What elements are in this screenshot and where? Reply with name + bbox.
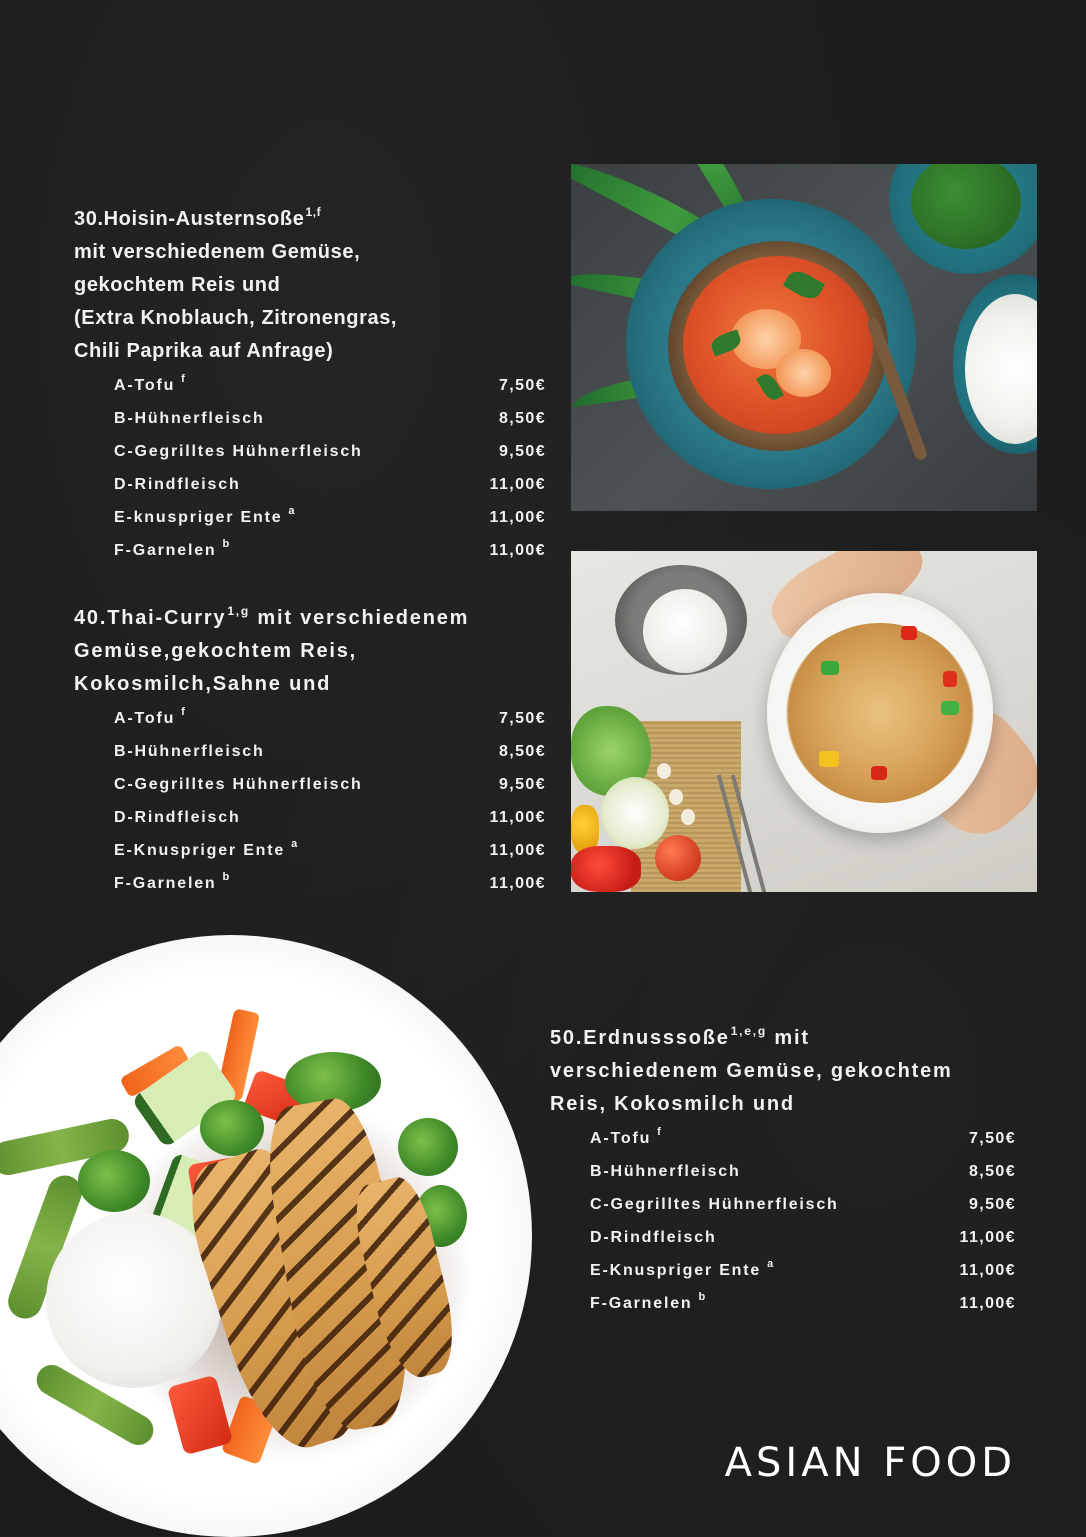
item-price: 8,50€ bbox=[498, 410, 546, 427]
heading-line bbox=[74, 203, 546, 236]
item-price: 11,00€ bbox=[959, 1295, 1016, 1312]
item-name bbox=[590, 1188, 839, 1221]
heading-line-text: mit verschiedenem bbox=[250, 607, 470, 629]
heading-line bbox=[550, 1055, 1016, 1088]
menu-item bbox=[550, 1122, 1016, 1155]
item-name bbox=[114, 867, 231, 900]
section-heading bbox=[74, 203, 546, 368]
red-pepper bbox=[871, 766, 887, 780]
heading-line-text: 30.Hoisin-Austernsoße bbox=[74, 208, 305, 230]
item-price: 8,50€ bbox=[968, 1163, 1016, 1180]
item-name-text: A-Tofu bbox=[114, 377, 176, 394]
item-name bbox=[590, 1155, 741, 1188]
red-curry-photo bbox=[571, 164, 1037, 511]
heading-line-text: mit verschiedenem Gemüse, bbox=[74, 241, 361, 263]
heading-line-text: verschiedenem Gemüse, gekochtem bbox=[550, 1060, 953, 1082]
green-pepper bbox=[821, 661, 839, 675]
heading-line-text: (Extra Knoblauch, Zitronengras, bbox=[74, 307, 398, 329]
heading-line-text: gekochtem Reis und bbox=[74, 274, 281, 296]
item-price: 11,00€ bbox=[489, 809, 546, 826]
item-name-text: C-Gegrilltes Hühnerfleisch bbox=[114, 776, 363, 793]
item-name-text: D-Rindfleisch bbox=[114, 809, 241, 826]
red-pepper bbox=[943, 671, 957, 687]
item-name-text: F-Garnelen bbox=[114, 875, 217, 892]
heading-line bbox=[550, 1088, 1016, 1121]
item-name-text: C-Gegrilltes Hühnerfleisch bbox=[114, 443, 363, 460]
item-name-text: B-Hühnerfleisch bbox=[114, 743, 265, 760]
item-name-text: B-Hühnerfleisch bbox=[590, 1163, 741, 1180]
item-name bbox=[590, 1221, 717, 1254]
garlic-clove bbox=[657, 763, 671, 779]
heading-line-text: 40.Thai-Curry bbox=[74, 607, 227, 629]
item-name-text: C-Gegrilltes Hühnerfleisch bbox=[590, 1196, 839, 1213]
shrimp bbox=[776, 349, 831, 397]
garlic-clove bbox=[681, 809, 695, 825]
item-price: 7,50€ bbox=[968, 1130, 1016, 1147]
item-price: 11,00€ bbox=[959, 1262, 1016, 1279]
item-price: 11,00€ bbox=[489, 542, 546, 559]
item-name-text: E-knuspriger Ente bbox=[114, 509, 283, 526]
item-name bbox=[114, 534, 231, 567]
heading-line-text: Chili Paprika auf Anfrage) bbox=[74, 340, 334, 362]
heading-line bbox=[74, 302, 546, 335]
green-pepper bbox=[941, 701, 959, 715]
item-name bbox=[114, 435, 363, 468]
red-bell-pepper bbox=[571, 846, 641, 892]
item-name bbox=[590, 1122, 663, 1155]
menu-item bbox=[74, 369, 546, 402]
heading-line-text: Reis, Kokosmilch und bbox=[550, 1093, 795, 1115]
menu-item bbox=[74, 867, 546, 900]
item-name bbox=[114, 501, 296, 534]
item-price: 9,50€ bbox=[498, 776, 546, 793]
allergen-sup: 1,e,g bbox=[730, 1024, 768, 1038]
item-name bbox=[114, 702, 187, 735]
allergen-sup: a bbox=[767, 1258, 775, 1270]
item-name-text: D-Rindfleisch bbox=[590, 1229, 717, 1246]
menu-item bbox=[74, 435, 546, 468]
heading-line bbox=[74, 335, 546, 368]
item-name bbox=[114, 402, 265, 435]
menu-item bbox=[74, 702, 546, 735]
menu-item bbox=[74, 834, 546, 867]
menu-item bbox=[74, 534, 546, 567]
onion bbox=[601, 777, 669, 849]
price-list bbox=[550, 1122, 1016, 1320]
heading-line bbox=[74, 668, 546, 701]
item-name bbox=[590, 1287, 707, 1320]
item-price: 8,50€ bbox=[498, 743, 546, 760]
chicken-stirfry-photo bbox=[571, 551, 1037, 892]
rice-mound bbox=[643, 589, 727, 673]
menu-item bbox=[550, 1287, 1016, 1320]
heading-line bbox=[550, 1022, 1016, 1055]
menu-item bbox=[550, 1188, 1016, 1221]
item-price: 9,50€ bbox=[968, 1196, 1016, 1213]
garlic-clove bbox=[669, 789, 683, 805]
brand-title: ASIAN FOOD bbox=[724, 1440, 1016, 1486]
menu-item bbox=[74, 468, 546, 501]
broccoli bbox=[78, 1150, 150, 1212]
section-heading bbox=[550, 1022, 1016, 1121]
item-name bbox=[114, 768, 363, 801]
broccoli bbox=[200, 1100, 264, 1156]
item-price: 7,50€ bbox=[498, 377, 546, 394]
heading-line bbox=[74, 602, 546, 635]
item-name bbox=[114, 801, 241, 834]
heading-line-text: mit bbox=[767, 1027, 810, 1049]
item-price: 11,00€ bbox=[959, 1229, 1016, 1246]
item-price: 9,50€ bbox=[498, 443, 546, 460]
heading-line bbox=[74, 269, 546, 302]
allergen-sup: 1,g bbox=[227, 604, 251, 618]
allergen-sup: b bbox=[698, 1291, 707, 1303]
item-price: 11,00€ bbox=[489, 875, 546, 892]
item-name bbox=[114, 735, 265, 768]
heading-line-text: Gemüse,gekochtem Reis, bbox=[74, 640, 358, 662]
item-price: 11,00€ bbox=[489, 509, 546, 526]
menu-section-40 bbox=[74, 602, 546, 900]
allergen-sup: 1,f bbox=[305, 205, 322, 219]
item-name bbox=[114, 834, 299, 867]
item-name-text: D-Rindfleisch bbox=[114, 476, 241, 493]
menu-item bbox=[550, 1155, 1016, 1188]
menu-item bbox=[550, 1254, 1016, 1287]
item-name-text: F-Garnelen bbox=[114, 542, 217, 559]
price-list bbox=[74, 702, 546, 900]
item-name-text: A-Tofu bbox=[590, 1130, 652, 1147]
item-price: 7,50€ bbox=[498, 710, 546, 727]
menu-section-30 bbox=[74, 203, 546, 567]
heading-line-text: 50.Erdnusssoße bbox=[550, 1027, 730, 1049]
menu-item bbox=[74, 801, 546, 834]
item-name bbox=[590, 1254, 775, 1287]
broccoli bbox=[398, 1118, 458, 1176]
yellow-pepper bbox=[819, 751, 839, 767]
allergen-sup: b bbox=[222, 538, 231, 550]
section-heading bbox=[74, 602, 546, 701]
menu-item bbox=[74, 768, 546, 801]
price-list bbox=[74, 369, 546, 567]
heading-line bbox=[74, 236, 546, 269]
allergen-sup: a bbox=[291, 838, 299, 850]
item-price: 11,00€ bbox=[489, 476, 546, 493]
item-price: 11,00€ bbox=[489, 842, 546, 859]
item-name bbox=[114, 468, 241, 501]
menu-item bbox=[74, 501, 546, 534]
item-name-text: B-Hühnerfleisch bbox=[114, 410, 265, 427]
menu-item bbox=[550, 1221, 1016, 1254]
item-name-text: F-Garnelen bbox=[590, 1295, 693, 1312]
menu-item bbox=[74, 402, 546, 435]
item-name bbox=[114, 369, 187, 402]
menu-section-50 bbox=[550, 1022, 1016, 1320]
item-name-text: A-Tofu bbox=[114, 710, 176, 727]
allergen-sup: f bbox=[181, 706, 187, 718]
allergen-sup: f bbox=[657, 1126, 663, 1138]
allergen-sup: a bbox=[288, 505, 297, 517]
allergen-sup: f bbox=[181, 373, 187, 385]
heading-line bbox=[74, 635, 546, 668]
tomato bbox=[655, 835, 701, 881]
allergen-sup: b bbox=[222, 871, 231, 883]
item-name-text: E-Knuspriger Ente bbox=[114, 842, 286, 859]
item-name-text: E-Knuspriger Ente bbox=[590, 1262, 762, 1279]
heading-line-text: Kokosmilch,Sahne und bbox=[74, 673, 332, 695]
red-pepper bbox=[901, 626, 917, 640]
menu-item bbox=[74, 735, 546, 768]
